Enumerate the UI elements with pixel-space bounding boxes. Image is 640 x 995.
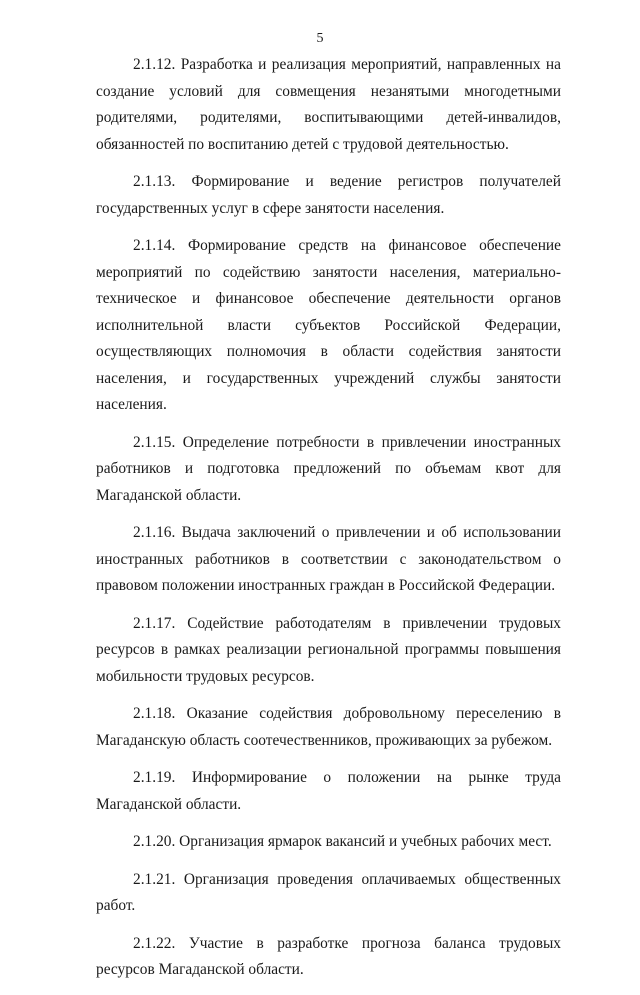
- paragraph-2-1-13: 2.1.13. Формирование и ведение регистров получателей государственных услуг в сфере занятости населения.: [96, 173, 561, 217]
- paragraph-2-1-15: 2.1.15. Определение потребности в привлечении иностранных работников и подготовка предложений по объемам квот для Магаданской области.: [96, 433, 561, 504]
- paragraph-2-1-20: 2.1.20. Организация ярмарок вакансий и учебных рабочих мест.: [133, 833, 552, 850]
- paragraph-2-1-14: 2.1.14. Формирование средств на финансовое обеспечение мероприятий по содействию занятости населения, материально-техническое и финансовое обеспечение деятельности органов исполнительной власти субъектов Российской Федерации, осуществляющих полномочия в области содействия занятости населения, и государственных учреждений службы занятости населения.: [96, 237, 561, 413]
- paragraph-2-1-16: 2.1.16. Выдача заключений о привлечении и об использовании иностранных работников в соответствии с законодательством о правовом положении иностранных граждан в Российской Федерации.: [96, 524, 561, 594]
- paragraph-2-1-12: 2.1.12. Разработка и реализация мероприятий, направленных на создание условий для совмещения незанятыми многодетными родителями, родителями, воспитывающими детей-инвалидов, обязанностей по воспитанию детей с трудовой деятельностью.: [96, 56, 561, 153]
- paragraph-2-1-18: 2.1.18. Оказание содействия добровольному переселению в Магаданскую область соотечественников, проживающих за рубежом.: [96, 705, 561, 749]
- paragraph-2-1-19: 2.1.19. Информирование о положении на рынке труда Магаданской области.: [96, 769, 561, 813]
- paragraph-2-1-21: 2.1.21. Организация проведения оплачиваемых общественных работ.: [96, 870, 561, 914]
- paragraph-2-1-22: 2.1.22. Участие в разработке прогноза баланса трудовых ресурсов Магаданской области.: [96, 934, 561, 978]
- paragraph-2-1-17: 2.1.17. Содействие работодателям в привлечении трудовых ресурсов в рамках реализации региональной программы повышения мобильности трудовых ресурсов.: [96, 614, 561, 685]
- document-body: [96, 52, 561, 995]
- page-number: 5: [316, 31, 324, 46]
